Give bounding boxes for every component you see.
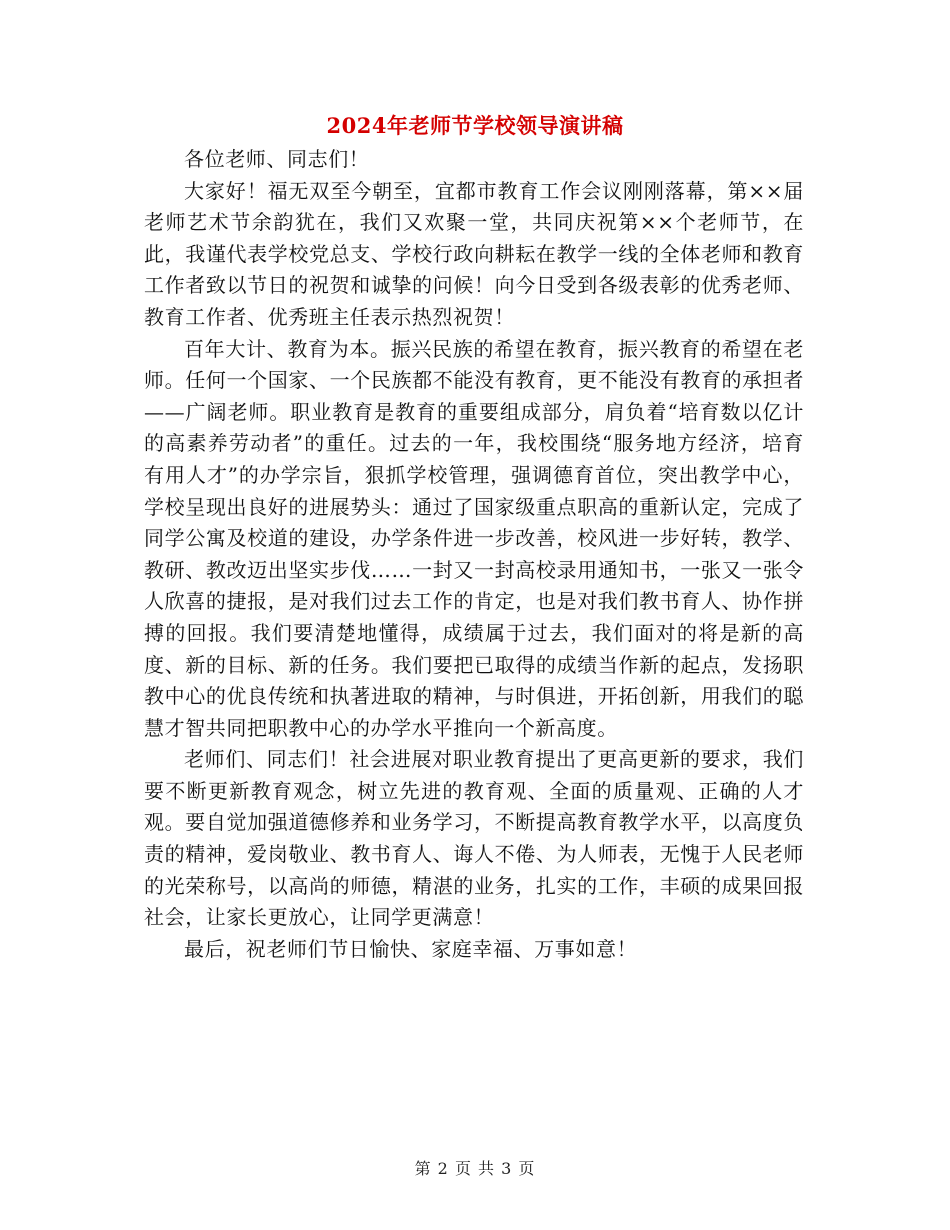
paragraph-education: 百年大计、教育为本。振兴民族的希望在教育，振兴教育的希望在老师。任何一个国家、一个民族都不能没有教育，更不能没有教育的承担者——广阔老师。职业教育是教育的重要组成部分，肩负着“培育数以亿计的高素养劳动者”的重任。过去的一年，我校围绕“服务地方经济，培育有用人才”的办学宗旨，狠抓学校管理，强调德育首位，突出教学中心，学校呈现出良好的进展势头：通过了国家级重点职高的重新认定，完成了同学公寓及校道的建设，办学条件进一步改善，校风进一步好转，教学、教研、教改迈出坚实步伐……一封又一封高校录用通知书，一张又一张令人欣喜的捷报，是对我们过去工作的肯定，也是对我们教书育人、协作拼搏的回报。我们要清楚地懂得，成绩属于过去，我们面对的将是新的高度、新的目标、新的任务。我们要把已取得的成绩当作新的起点，发扬职教中心的优良传统和执著进取的精神，与时俱进，开拓创新，用我们的聪慧才智共同把职教中心的办学水平推向一个新高度。 (144, 336, 804, 740)
document-body (144, 144, 804, 965)
paragraph-closing: 最后，祝老师们节日愉快、家庭幸福、万事如意！ (184, 936, 638, 961)
paragraph-requirements: 老师们、同志们！社会进展对职业教育提出了更高更新的要求，我们要不断更新教育观念，树立先进的教育观、全面的质量观、正确的人才观。要自觉加强道德修养和业务学习，不断提高教育教学水平，以高度负责的精神，爱岗敬业、教书育人、诲人不倦、为人师表，无愧于人民老师的光荣称号，以高尚的师德，精湛的业务，扎实的工作，丰硕的成果回报社会，让家长更放心，让同学更满意！ (144, 747, 804, 930)
paragraph-salutation: 各位老师、同志们！ (184, 147, 370, 171)
paragraph-greeting: 大家好！福无双至今朝至，宜都市教育工作会议刚刚落幕，第××届老师艺术节余韵犹在，我们又欢聚一堂，共同庆祝第××个老师节，在此，我谨代表学校党总支、学校行政向耕耘在教学一线的全体老师和教育工作者致以节日的祝贺和诚挚的问候！向今日受到各级表彰的优秀老师、教育工作者、优秀班主任表示热烈祝贺！ (144, 178, 804, 329)
page-number-footer: 第 2 页 共 3 页 (414, 1159, 536, 1178)
document-title: 2024年老师节学校领导演讲稿 (326, 113, 624, 138)
